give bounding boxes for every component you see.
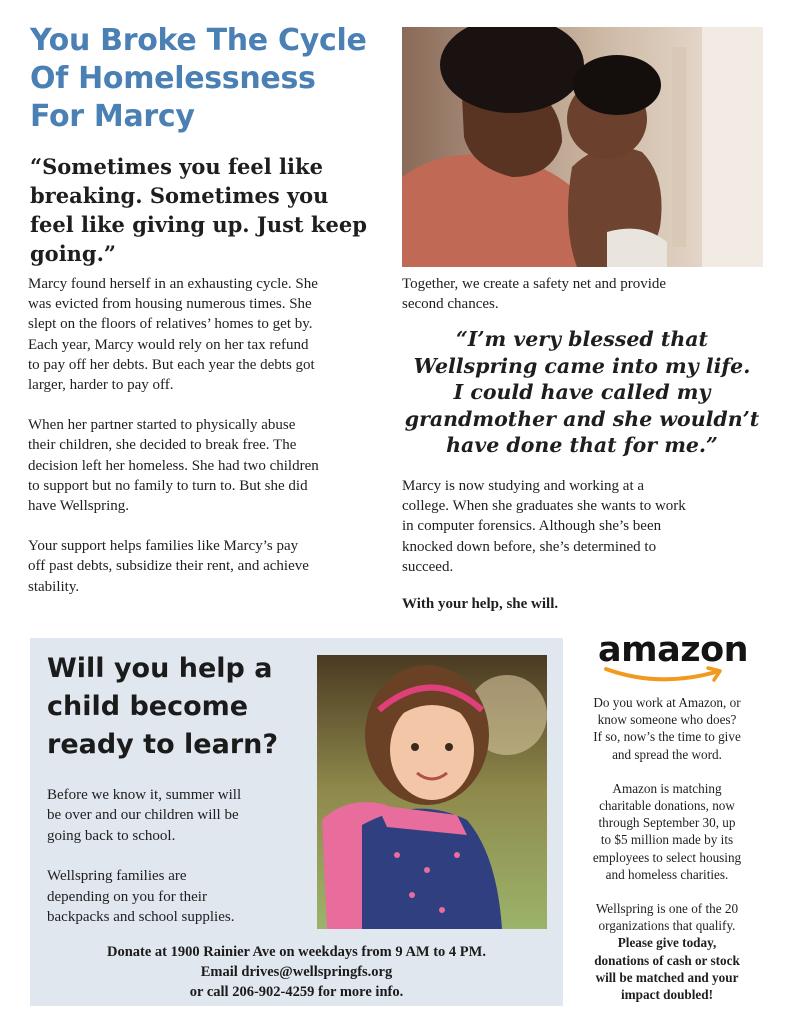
amazon-logo: amazon: [598, 630, 744, 686]
testimonial-quote: “I’m very blessed that Wellspring came into my life. I could have called my grandmother and she wouldn’t have done that for me.”: [404, 327, 760, 457]
story-column-left: [28, 274, 390, 617]
mother-baby-photo: [402, 27, 763, 267]
story-column-right-intro: Together, we create a safety net and provide second chances.: [402, 276, 667, 313]
story-paragraph: When her partner started to physically abuse their children, she decided to break free. The decision left her homeless. She had two children to support but no family to turn to. But she did have Wellspring.: [28, 417, 319, 515]
story-column-right: Marcy is now studying and working at a college. When she graduates she wants to work in computer forensics. Although she’s been knocked down before, she’s determined to succeed.: [402, 478, 686, 575]
story-paragraph: Your support helps families like Marcy’s pay off past debts, subsidize their rent, and achieve stability.: [28, 538, 309, 595]
donate-info: Donate at 1900 Rainier Ave on weekdays from 9 AM to 4 PM. Email drives@wellspringfs.org or call 206-902-4259 for more info.: [107, 944, 486, 1000]
girl-backpack-photo: [317, 655, 547, 929]
amazon-matching-info: Do you work at Amazon, or know someone who does? If so, now’s the time to give and spread the word. Amazon is matching charitable donations, now through September 30, up to $5 million made by its employees to select housing and homeless charities. Wellspring is one of the 20 organizations that qualify. Please give today, donations of cash or stock will be matched and your impact doubled!: [592, 695, 742, 1003]
pull-quote: “Sometimes you feel like breaking. Sometimes you feel like giving up. Just keep going.”: [30, 154, 367, 266]
closing-line: With your help, she will.: [402, 596, 559, 612]
page-title: You Broke The Cycle Of Homelessness For Marcy: [30, 23, 367, 134]
panel-title: Will you help a child become ready to learn?: [47, 653, 279, 760]
amazon-smile-icon: [598, 666, 744, 684]
panel-text: Before we know it, summer will be over and our children will be going back to school. Wellspring families are depending on you for their backpacks and school supplies.: [47, 787, 242, 926]
story-paragraph: Marcy found herself in an exhausting cycle. She was evicted from housing numerous times. She slept on the floors of relatives’ homes to get by. Each year, Marcy would rely on her tax refund to pay off her debts. But each year the debts got larger, harder to pay off.: [28, 276, 318, 394]
